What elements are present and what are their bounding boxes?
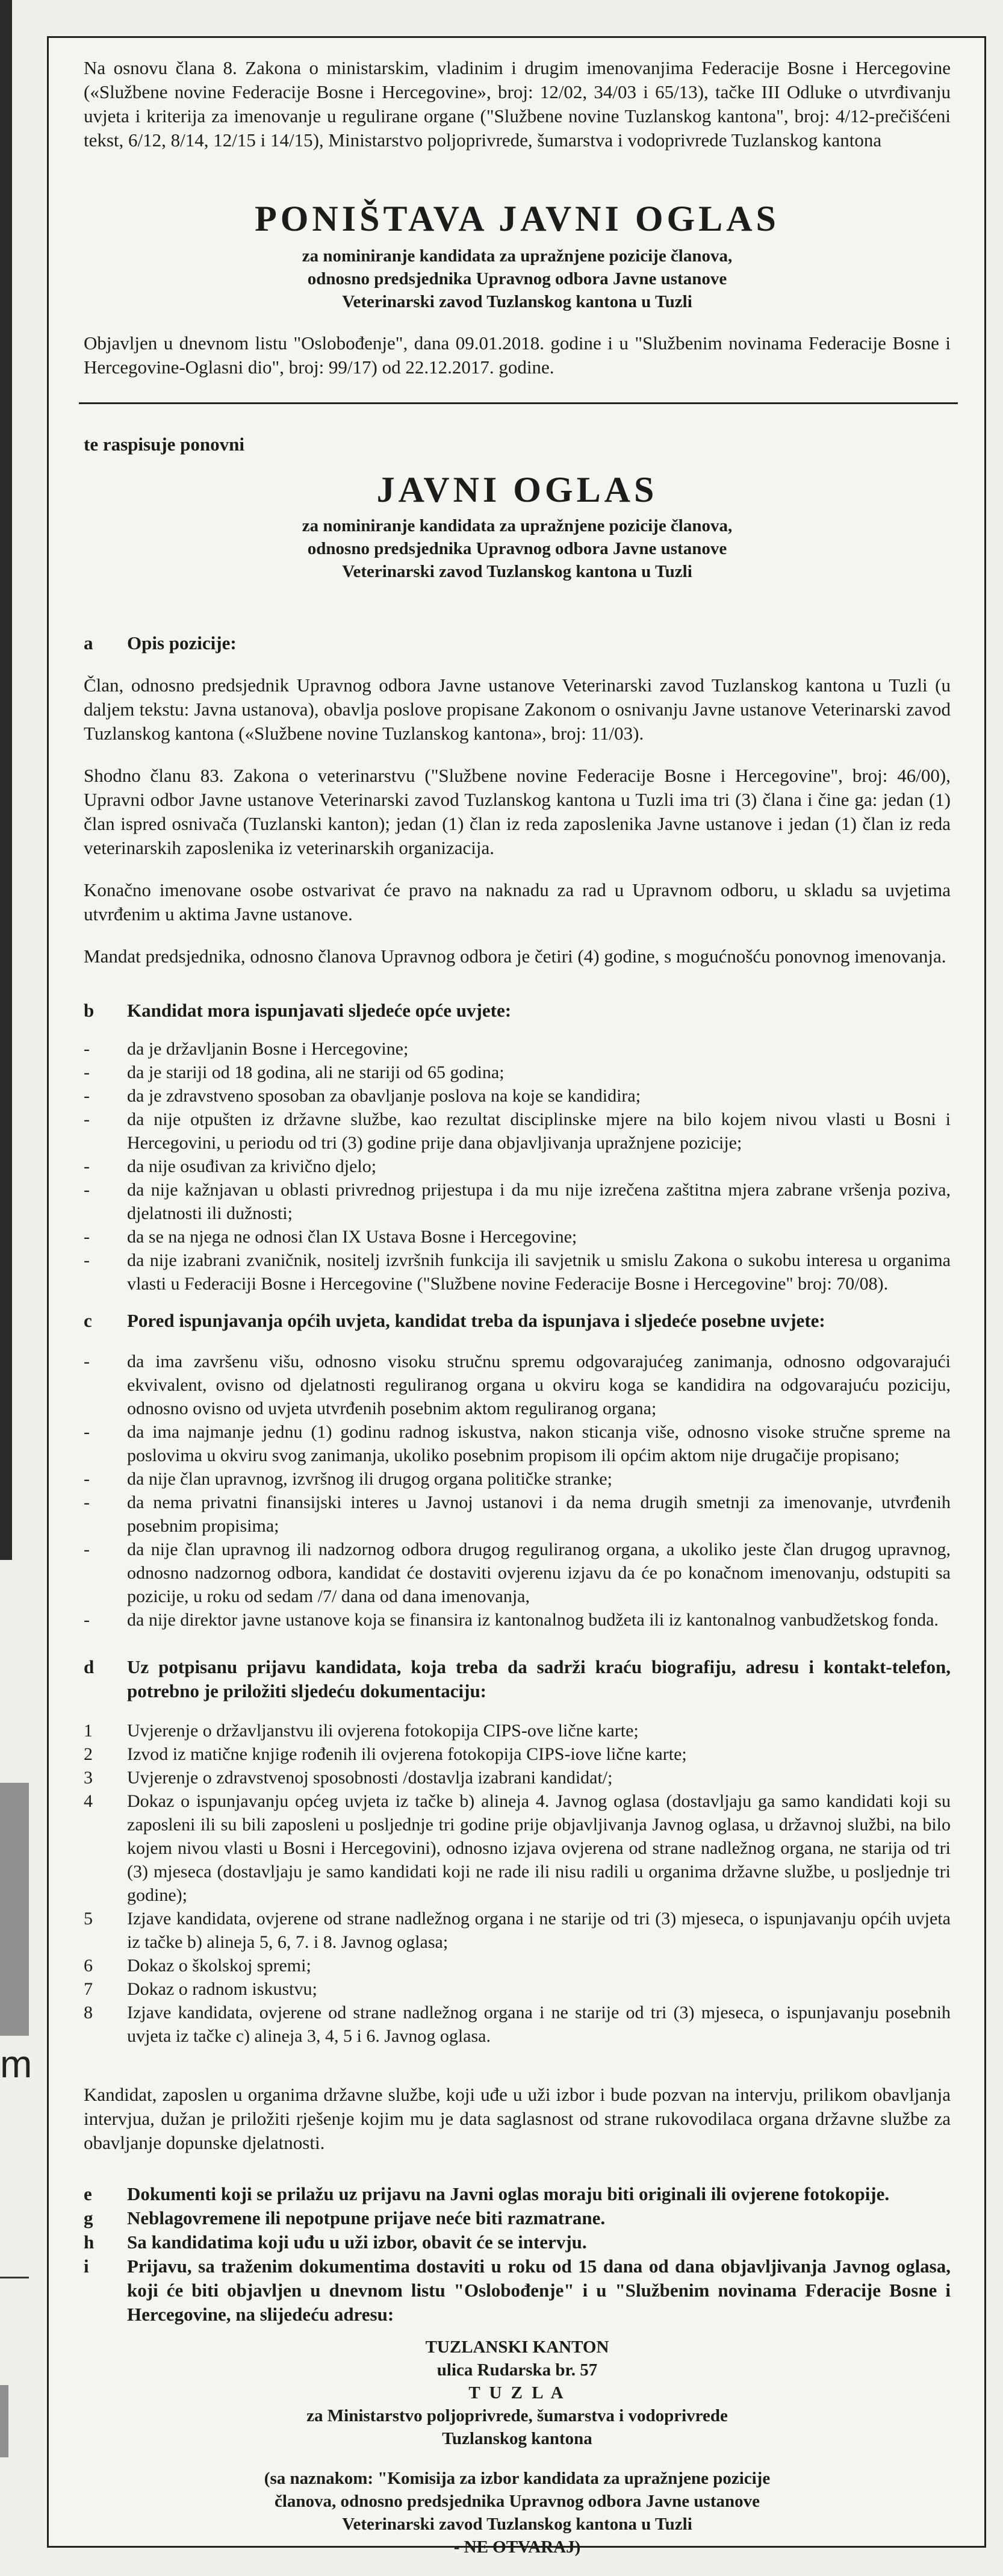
main-subtitle-1: za nominiranje kandidata za upražnjene pozicije članova,: [302, 516, 733, 535]
address-note-4: - NE OTVARAJ): [453, 2537, 581, 2557]
section-c-title: Pored ispunjavanja općih uvjeta, kandidat treba da ispunjava i sljedeće posebne uvjete:: [127, 1310, 825, 1331]
main-subtitle-2: odnosno predsjednika Upravnog odbora Javne ustanove: [307, 539, 727, 558]
list-item: - da nije član upravnog, izvršnog ili drugog organa političke stranke;: [84, 1469, 612, 1489]
neighbor-rule: [0, 2277, 29, 2278]
section-a: [84, 631, 951, 968]
employee-note-block: [84, 2083, 951, 2155]
section-b: [84, 999, 951, 1296]
list-item: - da je državljanin Bosne i Hercegovine;: [84, 1039, 409, 1059]
section-a-paragraph-2: Shodno članu 83. Zakona o veterinarstvu ("Službene novine Federacije Bosne i Hercegovine", broj: 46/00), Upravni odbor Javne ustanove Veterinarski zavod Tuzlanskog kantona u Tuzli ima tri (3) člana i čine ga: jedan (1) član ispred osnivača (Tuzlanski kanton); jedan (1) član iz reda zaposlenika Javne ustanove i jedan (1) član iz reda veterinarskih zaposlenika iz veterinarskih organizacija.: [84, 765, 951, 858]
section-d-heading: [84, 1655, 951, 1703]
neighbor-dark-bar: [0, 0, 12, 1560]
intro-block: [84, 56, 951, 152]
neighbor-grey-box: [0, 2385, 8, 2457]
list-item: 5 Izjave kandidata, ovjerene od strane nadležnog organa i ne starije od tri (3) mjeseca, o ispunjavanju općih uvjeta iz tačke b) alineja 5, 6, 7. i 8. Javnog oglasa;: [84, 1909, 951, 1952]
section-c-letter: c: [84, 1310, 92, 1331]
list-item: - da se na njega ne odnosi član IX Ustava Bosne i Hercegovine;: [84, 1227, 577, 1247]
special-conditions-list: [84, 1350, 951, 1632]
section-divider: [79, 402, 958, 404]
employee-note: Kandidat, zaposlen u organima državne službe, koji uđe u uži izbor i bude pozvan na intervju, prilikom obavljanja intervjua, dužan je priložiti rješenje kojim mu je data saglasnost od strane rukovodilaca organa državne službe za obavljanje dopunske djelatnosti.: [84, 2084, 951, 2153]
list-item: - da nije direktor javne ustanove koja se finansira iz kantonalnog budžeta ili iz kantonalnog vanbudžetskog fonda.: [84, 1610, 939, 1630]
list-item: - da nije izabrani zvaničnik, nositelj izvršnih funkcija ili savjetnik u smislu Zakona o sukobu interesa u organima vlasti u Federaciji Bosne i Hercegovine ("Službene novine Federacije Bosne i Hercegovine" broj: 70/08).: [84, 1250, 951, 1294]
list-item: 7 Dokaz o radnom iskustvu;: [84, 1979, 317, 1999]
list-item: 4 Dokaz o ispunjavanju općeg uvjeta iz tačke b) alineja 4. Javnog oglasa (dostavljaju ga samo kandidati koji su zaposleni ili su bili zaposleni u posljednje tri godine prije objavljivanja Javnog oglasa, u državnoj službi, na bilo kojem nivou vlasti u Bosni i Hercegovini), odnosno izjava ovjerena od strane nadležnog organa, ne starija od tri (3) mjeseca (dostavljaju je samo kandidati koji ne rade ili nisu radili u organima državne službe, u posljednje tri godine);: [84, 1791, 951, 1905]
address-line-5: Tuzlanskog kantona: [442, 2429, 592, 2448]
address-block: [84, 2336, 951, 2559]
repeat-label: te raspisuje ponovni: [84, 434, 244, 455]
publication-info: Objavljen u dnevnom listu "Oslobođenje", dana 09.01.2018. godine i u "Službenim novinama Federacije Bosne i Hercegovine-Oglasni dio", broj: 99/17) od 22.12.2017. godine.: [84, 332, 951, 378]
list-item: - da je stariji od 18 godina, ali ne stariji od 65 godina;: [84, 1062, 505, 1082]
neighbor-text-fragment: m: [0, 2042, 33, 2086]
section-d-letter: d: [84, 1656, 95, 1677]
annulment-subtitle-2: odnosno predsjednika Upravnog odbora Javne ustanove: [307, 269, 727, 288]
list-item: 3 Uvjerenje o zdravstvenoj sposobnosti /dostavlja izabrani kandidat/;: [84, 1768, 613, 1788]
annulment-title: PONIŠTAVA JAVNI OGLAS: [255, 199, 780, 239]
section-d: [84, 1655, 951, 2048]
main-title-block: [84, 469, 951, 583]
section-a-title: Opis pozicije:: [127, 632, 237, 653]
list-item: - da nije osuđivan za krivično djelo;: [84, 1156, 377, 1176]
section-b-title: Kandidat mora ispunjavati sljedeće opće uvjete:: [127, 1000, 512, 1021]
list-item: 8 Izjave kandidata, ovjerene od strane nadležnog organa i ne starije od tri (3) mjeseca, o ispunjavanju posebnih uvjeta iz tačke c) alineja 3, 4, 5 i 6. Javnog oglasa.: [84, 2003, 951, 2046]
list-item: 6 Dokaz o školskoj spremi;: [84, 1956, 311, 1976]
list-item: - da ima najmanje jednu (1) godinu radnog iskustva, nakon sticanja više, odnosno visoke stručne spreme na poslovima u okviru svog zanimanja, ukoliko posebnim propisom ili općim aktom nije drugačije propisano;: [84, 1422, 951, 1465]
list-item: - da ima završenu višu, odnosno visoku stručnu spremu odgovarajućeg zanimanja, odnosno odgovarajući ekvivalent, ovisno od djelatnosti reguliranog organa u okviru koga se kandidira na odgovarajuću poziciju, odnosno ovisno od uvjeta utvrđenih posebnim aktom reguliranog organa;: [84, 1352, 951, 1418]
general-conditions-list: [84, 1037, 951, 1296]
intro-paragraph: Na osnovu člana 8. Zakona o ministarskim, vladinim i drugim imenovanjima Federacije Bosne i Hercegovine («Službene novine Federacije Bosne i Hercegovine», broj: 12/02, 34/03 i 65/13), tačke III Odluke o utvrđivanju uvjeta i kriterija za imenovanje u regulirane organe ("Službene novine Tuzlanskog kantona", broj: 4/12-prečišćeni tekst, 6/12, 8/14, 12/15 i 14/15), Ministarstvo poljoprivrede, šumarstva i vodoprivrede Tuzlanskog kantona: [84, 57, 951, 151]
public-notice: [47, 36, 986, 2557]
address-note-1: (sa naznakom: "Komisija za izbor kandidata za upražnjene pozicije: [264, 2469, 771, 2488]
main-subtitle-3: Veterinarski zavod Tuzlanskog kantona u Tuzli: [342, 562, 692, 581]
list-item: - da je zdravstveno sposoban za obavljanje poslova na koje se kandidira;: [84, 1086, 641, 1106]
list-item: 2 Izvod iz matične knjige rođenih ili ovjerena fotokopija CIPS-iove lične karte;: [84, 1744, 687, 1764]
main-title: JAVNI OGLAS: [376, 470, 658, 510]
neighbor-grey-block: [0, 1783, 29, 2036]
section-a-paragraph-4: Mandat predsjednika, odnosno članova Upravnog odbora je četiri (4) godine, s mogućnošću ponovnog imenovanja.: [84, 946, 946, 967]
address-note-3: Veterinarski zavod Tuzlanskog kantona u Tuzli: [342, 2515, 692, 2534]
list-item: - da nije otpušten iz državne službe, kao rezultat disciplinske mjere na bilo kojem nivou vlasti u Bosni i Hercegovini, u periodu od tri (3) godine prije dana objavljivanja upražnjene pozicije;: [84, 1109, 951, 1153]
list-item: 1 Uvjerenje o državljanstvu ili ovjerena fotokopija CIPS-ove lične karte;: [84, 1721, 639, 1741]
final-item-i: i Prijavu, sa traženim dokumentima dostaviti u roku od 15 dana od dana objavljivanja Javnog oglasa, koji će biti objavljen u dnevnom listu "Oslobođenje" i u "Službenim novinama Fderacije Bosne i Hercegovine, na slijedeću adresu:: [84, 2256, 951, 2325]
list-item: - da nije član upravnog ili nadzornog odbora drugog reguliranog organa, a ukoliko jeste član drugog upravnog, odnosno nadzornog odbora, kandidat će dostaviti ovjerenu izjavu da će po konačnom imenovanju, odstupiti sa pozicije, u roku od sedam /7/ dana od dana imenovanja,: [84, 1539, 951, 1606]
final-item-e: e Dokumenti koji se prilažu uz prijavu na Javni oglas moraju biti originali ili ovjerene fotokopije.: [84, 2183, 890, 2204]
section-a-heading: [84, 631, 951, 655]
annulment-subtitle-3: Veterinarski zavod Tuzlanskog kantona u Tuzli: [342, 292, 692, 311]
address-line-1: TUZLANSKI KANTON: [425, 2337, 609, 2357]
final-item-h: h Sa kandidatima koji uđu u uži izbor, obavit će se intervju.: [84, 2231, 587, 2253]
section-a-letter: a: [84, 632, 93, 653]
address-line-2: ulica Rudarska br. 57: [436, 2360, 598, 2380]
address-line-3: T U Z L A: [468, 2383, 566, 2403]
repeat-label-block: [84, 432, 951, 457]
documents-list: [84, 1719, 951, 2048]
address-note-2: članova, odnosno predsjednika Upravnog odbora Javne ustanove: [275, 2492, 760, 2511]
annulment-block: [84, 198, 951, 379]
list-item: - da nema privatni finansijski interes u Javnoj ustanovi i da nema drugih smetnji za imenovanje, utvrđenih posebnim propisima;: [84, 1492, 951, 1536]
section-d-title: Uz potpisanu prijavu kandidata, koja treba da sadrži kraću biografiju, adresu i kontakt-telefon, potrebno je priložiti sljedeću dokumentaciju:: [127, 1656, 951, 1701]
final-item-g: g Neblagovremene ili nepotpune prijave neće biti razmatrane.: [84, 2207, 606, 2228]
neighbor-column: [0, 0, 33, 2576]
list-item: - da nije kažnjavan u oblasti privrednog prijestupa i da mu nije izrečena zaštitna mjera zabrane vršenja poziva, djelatnosti ili dužnosti;: [84, 1180, 951, 1223]
section-c-heading: [84, 1309, 951, 1333]
annulment-subtitle-1: za nominiranje kandidata za upražnjene pozicije članova,: [302, 246, 733, 266]
section-a-paragraph-3: Konačno imenovane osobe ostvarivat će pravo na naknadu za rad u Upravnom odboru, u skladu sa uvjetima utvrđenim u aktima Javne ustanove.: [84, 879, 951, 925]
section-a-paragraph-1: Član, odnosno predsjednik Upravnog odbora Javne ustanove Veterinarski zavod Tuzlanskog kantona u Tuzli (u daljem tekstu: Javna ustanova), obavlja poslove propisane Zakonom o osnivanju Javne ustanove Veterinarski zavod Tuzlanskog kantona («Službene novine Tuzlanskog kantona», broj: 11/03).: [84, 675, 951, 744]
section-b-heading: [84, 999, 951, 1023]
section-b-letter: b: [84, 1000, 95, 1021]
address-line-4: za Ministarstvo poljoprivrede, šumarstva i vodoprivrede: [306, 2406, 728, 2425]
final-items: [84, 2182, 951, 2327]
section-c: [84, 1309, 951, 1632]
